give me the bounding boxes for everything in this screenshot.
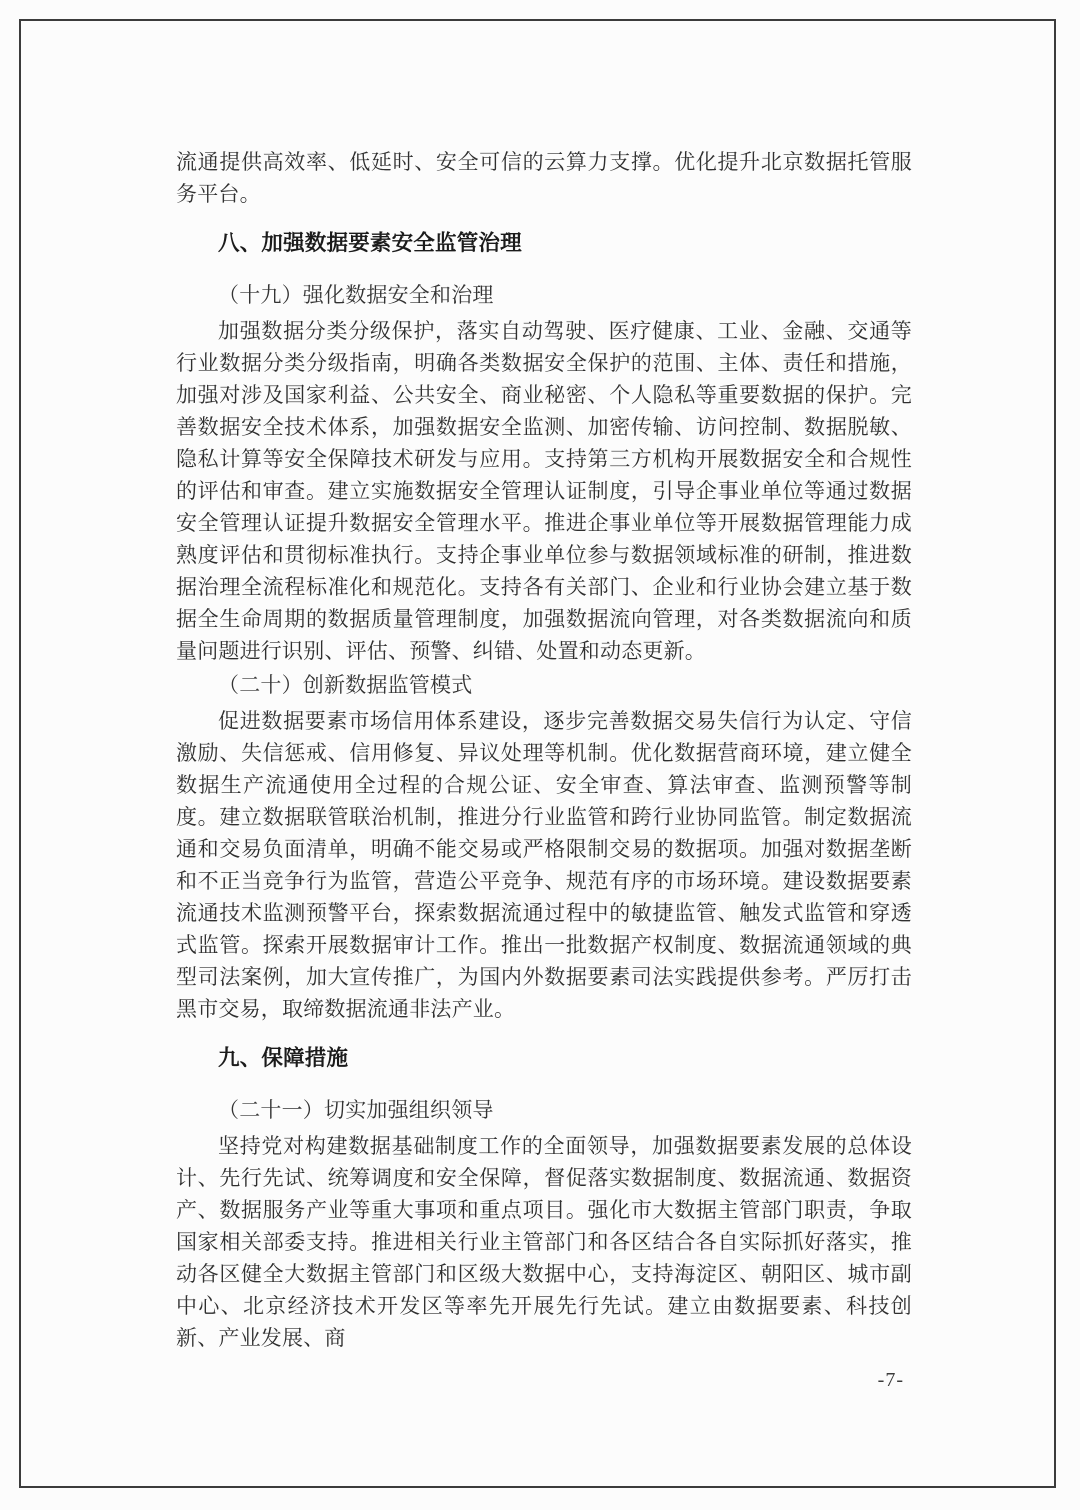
paragraph-subsection-21: 坚持党对构建数据基础制度工作的全面领导，加强数据要素发展的总体设计、先行先试、统筹调度和安全保障，督促落实数据制度、数据流通、数据资产、数据服务产业等重大事项和重点项目。强化市大数据主管部门职责，争取国家相关部委支持。推进相关行业主管部门和各区结合各自实际抓好落实，推动各区健全大数据主管部门和区级大数据中心，支持海淀区、朝阳区、城市副中心、北京经济技术开发区等率先开展先行先试。建立由数据要素、科技创新、产业发展、商 xyxy=(176,1134,912,1350)
subsection-heading-21: （二十一）切实加强组织领导 xyxy=(218,1098,494,1122)
page-content xyxy=(176,146,912,1393)
paragraph-subsection-19: 加强数据分类分级保护，落实自动驾驶、医疗健康、工业、金融、交通等行业数据分类分级指南，明确各类数据安全保护的范围、主体、责任和措施，加强对涉及国家利益、公共安全、商业秘密、个人隐私等重要数据的保护。完善数据安全技术体系，加强数据安全监测、加密传输、访问控制、数据脱敏、隐私计算等安全保障技术研发与应用。支持第三方机构开展数据安全和合规性的评估和审查。建立实施数据安全管理认证制度，引导企事业单位等通过数据安全管理认证提升数据安全管理水平。推进企事业单位等开展数据管理能力成熟度评估和贯彻标准执行。支持企事业单位参与数据领域标准的研制，推进数据治理全流程标准化和规范化。支持各有关部门、企业和行业协会建立基于数据全生命周期的数据质量管理制度，加强数据流向管理，对各类数据流向和质量问题进行识别、评估、预警、纠错、处置和动态更新。 xyxy=(176,319,912,663)
subsection-heading-20: （二十）创新数据监管模式 xyxy=(218,673,473,697)
subsection-heading-19: （十九）强化数据安全和治理 xyxy=(218,283,494,307)
section-heading-9: 九、保障措施 xyxy=(218,1046,349,1070)
paragraph-continuation: 流通提供高效率、低延时、安全可信的云算力支撑。优化提升北京数据托管服务平台。 xyxy=(176,150,912,206)
paragraph-subsection-20: 促进数据要素市场信用体系建设，逐步完善数据交易失信行为认定、守信激励、失信惩戒、信用修复、异议处理等机制。优化数据营商环境，建立健全数据生产流通使用全过程的合规公证、安全审查、算法审查、监测预警等制度。建立数据联管联治机制，推进分行业监管和跨行业协同监管。制定数据流通和交易负面清单，明确不能交易或严格限制交易的数据项。加强对数据垄断和不正当竞争行为监管，营造公平竞争、规范有序的市场环境。建设数据要素流通技术监测预警平台，探索数据流通过程中的敏捷监管、触发式监管和穿透式监管。探索开展数据审计工作。推出一批数据产权制度、数据流通领域的典型司法案例，加大宣传推广，为国内外数据要素司法实践提供参考。严厉打击黑市交易，取缔数据流通非法产业。 xyxy=(176,709,912,1021)
page-number: -7- xyxy=(877,1369,904,1391)
section-heading-8: 八、加强数据要素安全监管治理 xyxy=(218,231,522,255)
